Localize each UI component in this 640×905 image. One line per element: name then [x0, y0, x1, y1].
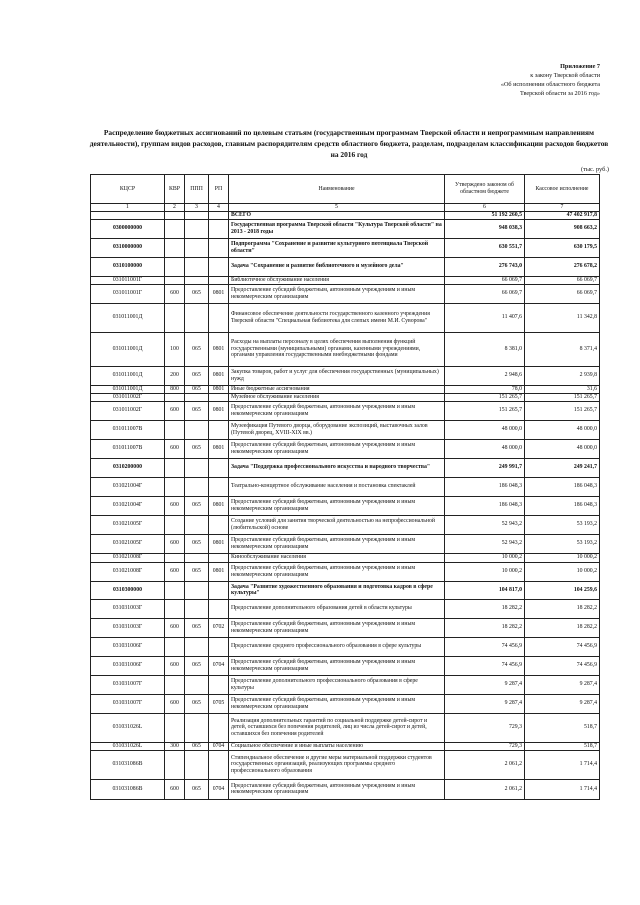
- rp-cell: [209, 219, 229, 238]
- rp-cell: [209, 303, 229, 332]
- rp-cell: 0702: [209, 618, 229, 637]
- approved-cell: 2 061,2: [445, 750, 525, 779]
- cash-cell: 74 456,9: [525, 656, 600, 675]
- kcsr-cell: 031011001Д: [91, 332, 165, 366]
- rp-cell: [209, 750, 229, 779]
- ppp-cell: 065: [185, 385, 209, 393]
- approved-cell: 151 265,7: [445, 393, 525, 401]
- approved-cell: 2 061,2: [445, 779, 525, 799]
- ppp-cell: 065: [185, 618, 209, 637]
- cash-cell: 186 048,3: [525, 496, 600, 515]
- ppp-cell: 065: [185, 401, 209, 420]
- rp-cell: [209, 212, 229, 220]
- kvr-cell: 600: [165, 439, 185, 458]
- table-row: [91, 458, 600, 477]
- table-row: [91, 618, 600, 637]
- rp-cell: [209, 515, 229, 534]
- ppp-cell: [185, 276, 209, 284]
- approved-cell: 9 287,4: [445, 675, 525, 694]
- kvr-cell: [165, 257, 185, 276]
- ppp-cell: [185, 675, 209, 694]
- table-row: [91, 562, 600, 581]
- rp-cell: 0801: [209, 284, 229, 303]
- kvr-cell: [165, 515, 185, 534]
- cash-cell: 518,7: [525, 742, 600, 750]
- table-row: [91, 385, 600, 393]
- colnum-1: 1: [91, 204, 165, 212]
- cash-cell: 104 259,6: [525, 581, 600, 599]
- kcsr-cell: [91, 212, 165, 220]
- ppp-cell: [185, 750, 209, 779]
- kvr-cell: [165, 420, 185, 439]
- kvr-cell: [165, 276, 185, 284]
- table-row: [91, 303, 600, 332]
- approved-cell: 66 069,7: [445, 284, 525, 303]
- rp-cell: [209, 458, 229, 477]
- table-row: [91, 694, 600, 713]
- approved-cell: 8 381,0: [445, 332, 525, 366]
- approved-cell: 151 265,7: [445, 401, 525, 420]
- name-cell: Задача "Поддержка профессионального искусства и народного творчества": [229, 458, 445, 477]
- kcsr-cell: 031031003Г: [91, 599, 165, 618]
- table-row: [91, 366, 600, 385]
- ppp-cell: [185, 219, 209, 238]
- cash-cell: 518,7: [525, 713, 600, 742]
- header-name: Наименование: [229, 175, 445, 204]
- rp-cell: [209, 553, 229, 562]
- cash-cell: 53 193,2: [525, 515, 600, 534]
- kcsr-cell: 031021008Г: [91, 553, 165, 562]
- rp-cell: 0801: [209, 366, 229, 385]
- approved-cell: 48 000,0: [445, 439, 525, 458]
- name-cell: Задача "Сохранение и развитие библиотечного и музейного дела": [229, 257, 445, 276]
- ppp-cell: [185, 553, 209, 562]
- name-cell: Театрально-концертное обслуживание населения и постановка спектаклей: [229, 477, 445, 496]
- kcsr-cell: 0310000000: [91, 238, 165, 257]
- kvr-cell: 600: [165, 284, 185, 303]
- name-cell: Реализация дополнительных гарантий по социальной поддержке детей-сирот и детей, оставшихся без попечения родителей, лиц из числа детей-сирот и детей, оставшихся без попечения родителей: [229, 713, 445, 742]
- name-cell: Предоставление дополнительного образования детей в области культуры: [229, 599, 445, 618]
- name-cell: Музеефикация Путевого дворца, оборудование экспозиций, выставочных залов (Путевой дворец, XVIII-XIX вв.): [229, 420, 445, 439]
- ppp-cell: [185, 257, 209, 276]
- cash-cell: 10 000,2: [525, 553, 600, 562]
- kvr-cell: [165, 675, 185, 694]
- units-label: (тыс. руб.): [580, 166, 609, 173]
- ppp-cell: [185, 477, 209, 496]
- rp-cell: 0801: [209, 439, 229, 458]
- kcsr-cell: 031011001Д: [91, 366, 165, 385]
- ppp-cell: 065: [185, 694, 209, 713]
- rp-cell: [209, 637, 229, 656]
- approved-cell: 18 282,2: [445, 618, 525, 637]
- cash-cell: 47 402 917,8: [525, 212, 600, 220]
- ppp-cell: 065: [185, 496, 209, 515]
- name-cell: Предоставление субсидий бюджетным, автономным учреждениям и иным некоммерческим организациям: [229, 401, 445, 420]
- cash-cell: 908 663,2: [525, 219, 600, 238]
- table-row: [91, 439, 600, 458]
- name-cell: Задача "Развитие художественного образования и подготовка кадров в сфере культуры": [229, 581, 445, 599]
- name-cell: Предоставление субсидий бюджетным, автономным учреждениям и иным некоммерческим организациям: [229, 618, 445, 637]
- cash-cell: 8 371,4: [525, 332, 600, 366]
- kcsr-cell: 0310300000: [91, 581, 165, 599]
- colnum-2: 2: [165, 204, 185, 212]
- cash-cell: 9 287,4: [525, 694, 600, 713]
- kcsr-cell: 031011002Г: [91, 401, 165, 420]
- ppp-cell: [185, 515, 209, 534]
- approved-cell: 74 456,9: [445, 637, 525, 656]
- ppp-cell: 065: [185, 366, 209, 385]
- kvr-cell: [165, 477, 185, 496]
- approved-cell: 186 048,3: [445, 496, 525, 515]
- name-cell: Библиотечное обслуживание населения: [229, 276, 445, 284]
- name-cell: Предоставление субсидий бюджетным, автономным учреждениям и иным некоммерческим организациям: [229, 534, 445, 553]
- table-row: [91, 637, 600, 656]
- table-row: [91, 496, 600, 515]
- name-cell: Предоставление субсидий бюджетным, автономным учреждениям и иным некоммерческим организациям: [229, 439, 445, 458]
- table-row: [91, 656, 600, 675]
- approved-cell: 18 282,2: [445, 599, 525, 618]
- kcsr-cell: 031011001Д: [91, 303, 165, 332]
- name-cell: Стипендиальное обеспечение и другие меры материальной поддержки студентов государственных организаций, реализующих программы среднего профессионального образования: [229, 750, 445, 779]
- kvr-cell: [165, 599, 185, 618]
- appendix-line1: Приложение 7: [560, 63, 600, 70]
- table-row: [91, 257, 600, 276]
- kvr-cell: 300: [165, 742, 185, 750]
- rp-cell: 0801: [209, 534, 229, 553]
- appendix-line2: к закону Тверской области: [530, 72, 600, 79]
- kvr-cell: [165, 581, 185, 599]
- kcsr-cell: 031021004Г: [91, 477, 165, 496]
- kcsr-cell: 031031003Г: [91, 618, 165, 637]
- kcsr-cell: 031031007Г: [91, 694, 165, 713]
- name-cell: Государственная программа Тверской области "Культура Тверской области" на 2013 - 2018 годы: [229, 219, 445, 238]
- cash-cell: 48 000,0: [525, 439, 600, 458]
- header-kvr: КВР: [165, 175, 185, 204]
- name-cell: Иные бюджетные ассигнования: [229, 385, 445, 393]
- cash-cell: 1 714,4: [525, 750, 600, 779]
- name-cell: Социальное обеспечение и иные выплаты населению: [229, 742, 445, 750]
- colnum-3: 3: [185, 204, 209, 212]
- ppp-cell: 065: [185, 742, 209, 750]
- ppp-cell: 065: [185, 284, 209, 303]
- colnum-7: 7: [525, 204, 600, 212]
- name-cell: Предоставление субсидий бюджетным, автономным учреждениям и иным некоммерческим организациям: [229, 656, 445, 675]
- name-cell: Предоставление дополнительного профессионального образования в сфере культуры: [229, 675, 445, 694]
- approved-cell: 249 991,7: [445, 458, 525, 477]
- table-row: [91, 420, 600, 439]
- column-number-row: [91, 204, 600, 212]
- rp-cell: 0704: [209, 779, 229, 799]
- table-row: [91, 401, 600, 420]
- table-row: [91, 713, 600, 742]
- ppp-cell: 065: [185, 779, 209, 799]
- table-row: [91, 477, 600, 496]
- kvr-cell: [165, 458, 185, 477]
- ppp-cell: [185, 393, 209, 401]
- approved-cell: 48 000,0: [445, 420, 525, 439]
- kvr-cell: 600: [165, 779, 185, 799]
- cash-cell: 48 000,0: [525, 420, 600, 439]
- appendix-note: [400, 62, 600, 98]
- approved-cell: 9 287,4: [445, 694, 525, 713]
- cash-cell: 249 241,7: [525, 458, 600, 477]
- kvr-cell: 600: [165, 694, 185, 713]
- approved-cell: 10 000,2: [445, 553, 525, 562]
- cash-cell: 31,6: [525, 385, 600, 393]
- appendix-line4: Тверской области за 2016 год»: [519, 90, 600, 97]
- cash-cell: 151 265,7: [525, 393, 600, 401]
- colnum-4: 4: [209, 204, 229, 212]
- cash-cell: 276 678,2: [525, 257, 600, 276]
- kvr-cell: 800: [165, 385, 185, 393]
- cash-cell: 2 939,8: [525, 366, 600, 385]
- rp-cell: [209, 276, 229, 284]
- cash-cell: 151 265,7: [525, 401, 600, 420]
- approved-cell: 66 069,7: [445, 276, 525, 284]
- rp-cell: [209, 713, 229, 742]
- cash-cell: 11 342,8: [525, 303, 600, 332]
- name-cell: Расходы на выплаты персоналу в целях обеспечения выполнения функций государственными (муниципальными) органами, казенными учреждениями, органами управления государственными внебюджетными фондами: [229, 332, 445, 366]
- kvr-cell: 100: [165, 332, 185, 366]
- approved-cell: 78,0: [445, 385, 525, 393]
- name-cell: ВСЕГО: [229, 212, 445, 220]
- kcsr-cell: 031031086В: [91, 779, 165, 799]
- ppp-cell: 065: [185, 656, 209, 675]
- kvr-cell: [165, 212, 185, 220]
- name-cell: Предоставление субсидий бюджетным, автономным учреждениям и иным некоммерческим организациям: [229, 779, 445, 799]
- name-cell: Музейное обслуживание населения: [229, 393, 445, 401]
- kvr-cell: [165, 553, 185, 562]
- table-row: [91, 742, 600, 750]
- ppp-cell: [185, 420, 209, 439]
- cash-cell: 18 282,2: [525, 618, 600, 637]
- name-cell: Предоставление субсидий бюджетным, автономным учреждениям и иным некоммерческим организациям: [229, 694, 445, 713]
- table-row: [91, 750, 600, 779]
- rp-cell: [209, 675, 229, 694]
- cash-cell: 53 193,2: [525, 534, 600, 553]
- approved-cell: 729,3: [445, 742, 525, 750]
- kcsr-cell: 031021004Г: [91, 496, 165, 515]
- approved-cell: 186 048,3: [445, 477, 525, 496]
- kvr-cell: [165, 637, 185, 656]
- cash-cell: 186 048,3: [525, 477, 600, 496]
- cash-cell: 9 287,4: [525, 675, 600, 694]
- ppp-cell: 065: [185, 562, 209, 581]
- approved-cell: 74 456,9: [445, 656, 525, 675]
- kcsr-cell: 031031086В: [91, 750, 165, 779]
- kvr-cell: [165, 238, 185, 257]
- kvr-cell: 600: [165, 562, 185, 581]
- kvr-cell: 600: [165, 656, 185, 675]
- rp-cell: [209, 257, 229, 276]
- approved-cell: 630 551,7: [445, 238, 525, 257]
- rp-cell: 0801: [209, 385, 229, 393]
- document-title: Распределение бюджетных ассигнований по целевым статьям (государственным программам Тверской области и непрограммным направлениям деятельности), группам видов расходов, главным распорядителям средств областного бюджета, разделам, подразделам классификации расходов бюджетов на 2016 год: [89, 128, 609, 159]
- approved-cell: 51 192 260,5: [445, 212, 525, 220]
- table-row: [91, 212, 600, 220]
- kvr-cell: 200: [165, 366, 185, 385]
- kvr-cell: 600: [165, 401, 185, 420]
- cash-cell: 630 179,5: [525, 238, 600, 257]
- kcsr-cell: 031021005Г: [91, 515, 165, 534]
- approved-cell: 104 817,0: [445, 581, 525, 599]
- kcsr-cell: 031031006Г: [91, 637, 165, 656]
- ppp-cell: [185, 238, 209, 257]
- kvr-cell: 600: [165, 534, 185, 553]
- approved-cell: 2 948,6: [445, 366, 525, 385]
- table-row: [91, 553, 600, 562]
- rp-cell: [209, 599, 229, 618]
- kvr-cell: [165, 750, 185, 779]
- kcsr-cell: 031011001Г: [91, 276, 165, 284]
- kcsr-cell: 031031026L: [91, 713, 165, 742]
- rp-cell: 0801: [209, 401, 229, 420]
- cash-cell: 1 714,4: [525, 779, 600, 799]
- rp-cell: [209, 420, 229, 439]
- table-row: [91, 332, 600, 366]
- ppp-cell: [185, 458, 209, 477]
- kcsr-cell: 031031006Г: [91, 656, 165, 675]
- kvr-cell: [165, 393, 185, 401]
- name-cell: Подпрограмма "Сохранение и развитие культурного потенциала Тверской области": [229, 238, 445, 257]
- table-row: [91, 779, 600, 799]
- ppp-cell: [185, 581, 209, 599]
- rp-cell: [209, 393, 229, 401]
- approved-cell: 52 943,2: [445, 534, 525, 553]
- kvr-cell: 600: [165, 618, 185, 637]
- rp-cell: [209, 581, 229, 599]
- name-cell: Финансовое обеспечение деятельности государственного казенного учреждения Тверской области "Специальная библиотека для слепых имени М.И. Суворова": [229, 303, 445, 332]
- name-cell: Предоставление субсидий бюджетным, автономным учреждениям и иным некоммерческим организациям: [229, 496, 445, 515]
- ppp-cell: [185, 637, 209, 656]
- kcsr-cell: 031021008Г: [91, 562, 165, 581]
- kcsr-cell: 031011002Г: [91, 393, 165, 401]
- ppp-cell: [185, 713, 209, 742]
- rp-cell: 0704: [209, 742, 229, 750]
- table-row: [91, 534, 600, 553]
- table-row: [91, 515, 600, 534]
- ppp-cell: [185, 212, 209, 220]
- rp-cell: [209, 477, 229, 496]
- kcsr-cell: 031031026L: [91, 742, 165, 750]
- header-ppp: ППП: [185, 175, 209, 204]
- kvr-cell: [165, 303, 185, 332]
- kcsr-cell: 0300000000: [91, 219, 165, 238]
- ppp-cell: [185, 303, 209, 332]
- kcsr-cell: 031031007Г: [91, 675, 165, 694]
- approved-cell: 729,3: [445, 713, 525, 742]
- kcsr-cell: 0310100000: [91, 257, 165, 276]
- colnum-5: 5: [229, 204, 445, 212]
- budget-table: [90, 174, 600, 800]
- header-approved: Утверждено законом об областном бюджете: [445, 175, 525, 204]
- table-row: [91, 675, 600, 694]
- kcsr-cell: 0310200000: [91, 458, 165, 477]
- kcsr-cell: 031011007В: [91, 439, 165, 458]
- ppp-cell: 065: [185, 332, 209, 366]
- ppp-cell: 065: [185, 534, 209, 553]
- kcsr-cell: 031011001Д: [91, 385, 165, 393]
- kvr-cell: [165, 219, 185, 238]
- header-rp: РП: [209, 175, 229, 204]
- table-row: [91, 238, 600, 257]
- header-kcsr: КЦСР: [91, 175, 165, 204]
- approved-cell: 276 743,0: [445, 257, 525, 276]
- kcsr-cell: 031021005Г: [91, 534, 165, 553]
- approved-cell: 10 000,2: [445, 562, 525, 581]
- table-row: [91, 284, 600, 303]
- name-cell: Предоставление субсидий бюджетным, автономным учреждениям и иным некоммерческим организациям: [229, 284, 445, 303]
- rp-cell: 0801: [209, 496, 229, 515]
- table-row: [91, 581, 600, 599]
- name-cell: Закупка товаров, работ и услуг для обеспечения государственных (муниципальных) нужд: [229, 366, 445, 385]
- cash-cell: 66 069,7: [525, 276, 600, 284]
- kvr-cell: [165, 713, 185, 742]
- table-row: [91, 599, 600, 618]
- appendix-line3: «Об исполнении областного бюджета: [500, 81, 600, 88]
- approved-cell: 948 038,3: [445, 219, 525, 238]
- cash-cell: 10 000,2: [525, 562, 600, 581]
- ppp-cell: 065: [185, 439, 209, 458]
- table-row: [91, 219, 600, 238]
- rp-cell: 0801: [209, 332, 229, 366]
- ppp-cell: [185, 599, 209, 618]
- name-cell: Предоставление среднего профессионального образования в сфере культуры: [229, 637, 445, 656]
- rp-cell: 0801: [209, 562, 229, 581]
- kcsr-cell: 031011007В: [91, 420, 165, 439]
- kcsr-cell: 031011001Г: [91, 284, 165, 303]
- table-row: [91, 393, 600, 401]
- table-header-row: [91, 175, 600, 204]
- name-cell: Предоставление субсидий бюджетным, автономным учреждениям и иным некоммерческим организациям: [229, 562, 445, 581]
- rp-cell: [209, 238, 229, 257]
- table-row: [91, 276, 600, 284]
- cash-cell: 74 456,9: [525, 637, 600, 656]
- kvr-cell: 600: [165, 496, 185, 515]
- cash-cell: 66 069,7: [525, 284, 600, 303]
- approved-cell: 52 943,2: [445, 515, 525, 534]
- cash-cell: 18 282,2: [525, 599, 600, 618]
- rp-cell: 0704: [209, 656, 229, 675]
- colnum-6: 6: [445, 204, 525, 212]
- rp-cell: 0705: [209, 694, 229, 713]
- header-cash: Кассовое исполнение: [525, 175, 600, 204]
- approved-cell: 11 407,6: [445, 303, 525, 332]
- name-cell: Создание условий для занятия творческой деятельностью на непрофессиональной (любительской) основе: [229, 515, 445, 534]
- name-cell: Кинообслуживание населения: [229, 553, 445, 562]
